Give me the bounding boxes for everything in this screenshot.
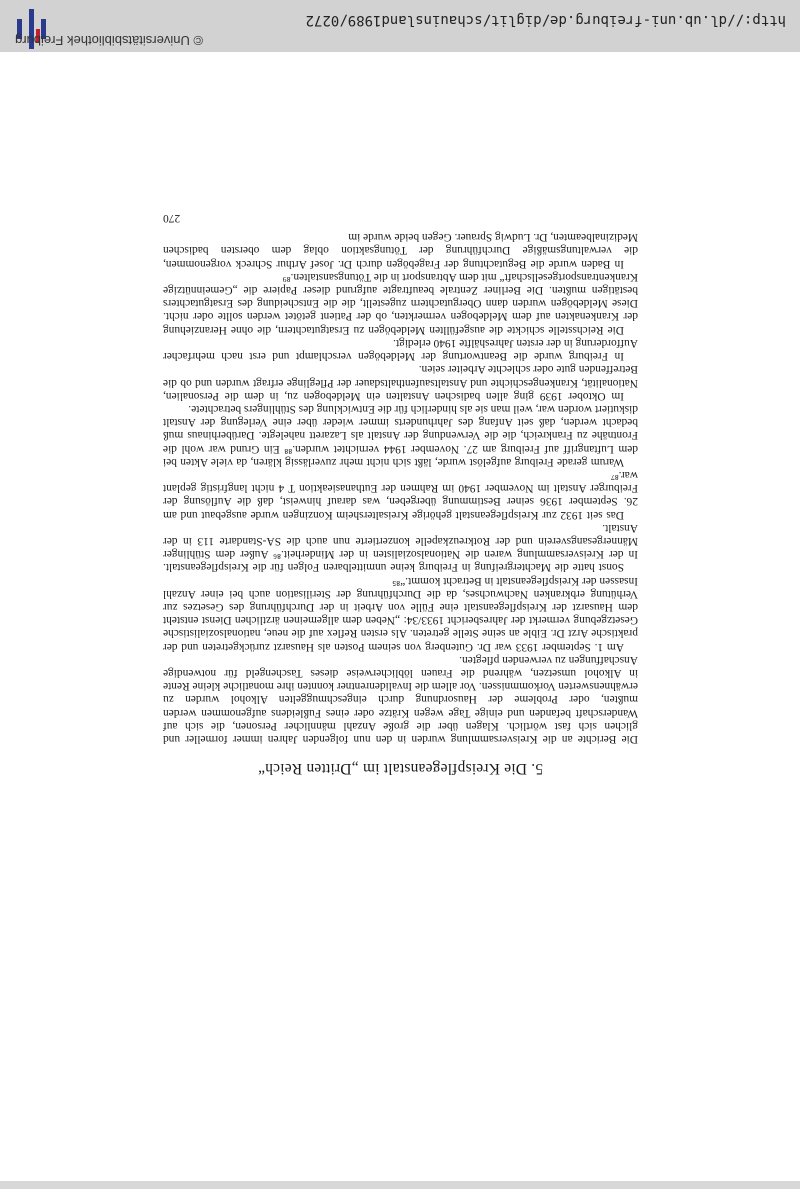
paragraph: Die Berichte an die Kreisversammlung wurden in den nun folgenden Jahren immer formeller und glichen sich fast wörtlich. Klagen über die große Anzahl männlicher Personen, die sich auf Wanderschaft befanden und einige Tage wegen Krätze oder eines Fußleidens aufgenommen werden mußten, oder Probleme der Hausordnung durch eingeschmuggelten Alkohol wurden zu erwähnenswerten Vorkommnissen. Vor allem die Invalidenrentner konnten ihre monatliche kleine Rente in Alkohol umsetzen, während die Frauen löblicherweise dieses Taschengeld für notwendige Anschaffungen zu verwenden pflegten. [163,653,638,745]
page-number: 270 [163,212,181,225]
document-url-link[interactable]: http://dl.ub.uni-freiburg.de/diglit/schauinsland1989/0272 [305,12,786,28]
paragraph: Im Oktober 1939 ging allen badischen Anstalten ein Meldebogen zu, in dem die Personalien, Nationalität, Krankengeschichte und Anstaltsaufenthaltsdauer der Pfleglinge erfragt wurden und ob die Betreffenden gute oder schlechte Arbeiter seien. [163,363,638,402]
library-credit: © Universitätsbibliothek Freiburg [15,33,204,48]
paragraph: Am 1. September 1933 war Dr. Gutenberg von seinem Posten als Hausarzt zurückgetreten und der praktische Arzt Dr. Eible an seine Stelle getreten. Als ersten Reflex auf die neue, nationalsozialistische Gesetzgebung vermerkt der Jahresbericht 1933/34: „Neben dem allgemeinen ärztlichen Dienst entsteht dem Hausarzt der Kreispflegeanstalt eine Fülle von Arbeit in der Durchführung des Gesetzes zur Verhütung erbkranken Nachwuchses, da die Durchführung der Sterilisation auch bei einer Anzahl Insassen der Kreispflegeanstalt in Betracht kommt.“⁸⁵ [163,574,638,653]
paragraph: In Baden wurde die Begutachtung der Fragebögen durch Dr. Josef Arthur Schreck vorgenommen, die verwaltungsmäßige Durchführung der Tötungsaktion oblag dem obersten badischen Medizinalbeamten, Dr. Ludwig Sprauer. Gegen beide wurde im [163,231,638,270]
document-text [163,212,638,777]
paragraph: Warum gerade Freiburg aufgelöst wurde, läßt sich nicht mehr zuverlässig klären, da viele Akten bei dem Luftangriff auf Freiburg am 27. November 1944 vernichtet wurden.⁸⁸ Ein Grund war wohl die Frontnähe zu Frankreich, die die Verwendung der Anstalt als Lazarett nahelegte. Darüberhinaus muß bedacht werden, daß seit Anfang des Jahrhunderts immer wieder über eine Verlegung der Anstalt diskutiert worden war, weil man sie als hinderlich für die Entwicklung des Stühlingers betrachtete. [163,402,638,468]
paragraph: Die Reichsstelle schickte die ausgefüllten Meldebögen zu Ersatgutachtern, die ohne Heranziehung der Krankenakten auf dem Meldebogen vermerkten, ob der Patient getötet werden sollte oder nicht. Diese Meldebögen wurden dann Obergutachtern zugestellt, die die Entscheidung des Ersatgutachters bestätigen mußten. Die Berliner Zentrale beauftragte aufgrund dieser Papiere die „Gemeinnützige Krankentransportgesellschaft“ mit dem Abtransport in die Tötungsanstalten.⁸⁹ [163,270,638,336]
paragraph: In Freiburg wurde die Beantwortung der Meldebögen verschlampt und erst nach mehrfacher Aufforderung in der ersten Jahreshälfte 1940 erledigt. [163,336,638,363]
viewer-bottom-strip [0,1181,800,1189]
library-banner [0,0,800,52]
paragraph: Sonst hatte die Machtergreifung in Freiburg keine unmittelbaren Folgen für die Kreispflegeanstalt. In der Kreisversammlung waren die Nationalsozialisten in der Minderheit.⁸⁶ Außer dem Stühlinger Männergesangsverein und der Rotkreuzkapelle konzertierte nun auch die SA-Standarte 113 in der Anstalt. [163,521,638,574]
section-heading: 5. Die Kreispflegeanstalt im „Dritten Reich“ [257,760,544,777]
paragraph: Das seit 1932 zur Kreispflegeanstalt gehörige Kreisaltersheim Konzingen wurde ausgebaut und am 26. September 1936 seiner Bestimmung übergeben, was darauf hinweist, daß die Auflösung der Freiburger Anstalt im November 1940 im Rahmen der Euthanasieaktion T 4 nicht langfristig geplant war.⁸⁷ [163,468,638,521]
